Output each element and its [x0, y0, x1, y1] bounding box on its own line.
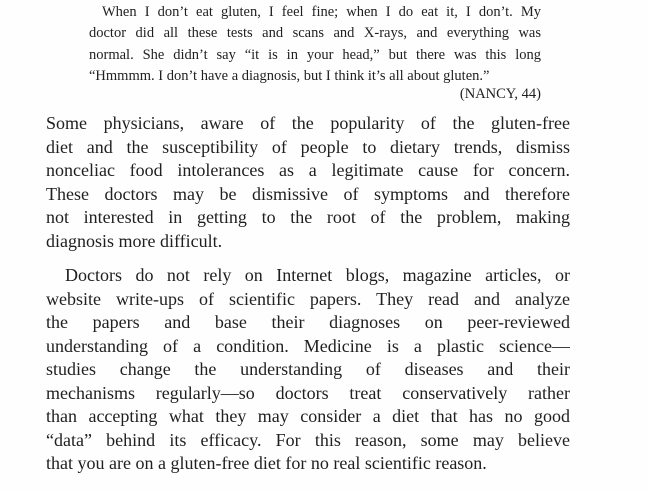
- paragraph-line: website write-ups of scientific papers. They read and analyze: [46, 288, 570, 309]
- paragraph-line: the papers and base their diagnoses on peer-reviewed: [46, 312, 570, 332]
- paragraph-line: mechanisms regularly—so doctors treat conservatively rather: [46, 382, 570, 403]
- paragraph-line: nonceliac food intolerances as a legitimate cause for concern.: [46, 160, 570, 180]
- paragraph-line: not interested in getting to the root of the problem, making: [46, 207, 570, 227]
- paragraph-line: studies change the understanding of diseases and their: [46, 359, 570, 379]
- paragraph-line: “data” behind its efficacy. For this reason, some may believe: [46, 429, 570, 450]
- paragraph-line: Some physicians, aware of the popularity of the gluten-free: [46, 113, 570, 133]
- quote-line: normal. She didn’t say “it is in your head,” but there was this long: [89, 46, 541, 63]
- quote-attribution: (NANCY, 44): [459, 86, 541, 102]
- paragraph-line: diagnosis more difficult.: [46, 230, 223, 251]
- paragraph-line: than accepting what they may consider a diet that has no good: [46, 406, 570, 426]
- paragraph-line: understanding of a condition. Medicine is a plastic science—: [46, 335, 570, 356]
- quote-line: “Hmmmm. I don’t have a diagnosis, but I think it’s all about gluten.”: [89, 67, 490, 84]
- quote-line: doctor did all these tests and scans and X-rays, and everything was: [89, 25, 541, 42]
- block-quote: [89, 2, 541, 87]
- paragraph-line: that you are on a gluten-free diet for no real scientific reason.: [46, 453, 487, 473]
- paragraph-line: diet and the susceptibility of people to dietary trends, dismiss: [46, 136, 570, 157]
- quote-line: When I don’t eat gluten, I feel fine; when I do eat it, I don’t. My: [102, 4, 541, 20]
- body-paragraph-2: [46, 264, 570, 476]
- paragraph-line: These doctors may be dismissive of symptoms and therefore: [46, 183, 570, 204]
- paragraph-line: Doctors do not rely on Internet blogs, magazine articles, or: [65, 265, 570, 285]
- body-paragraph-1: [46, 112, 570, 253]
